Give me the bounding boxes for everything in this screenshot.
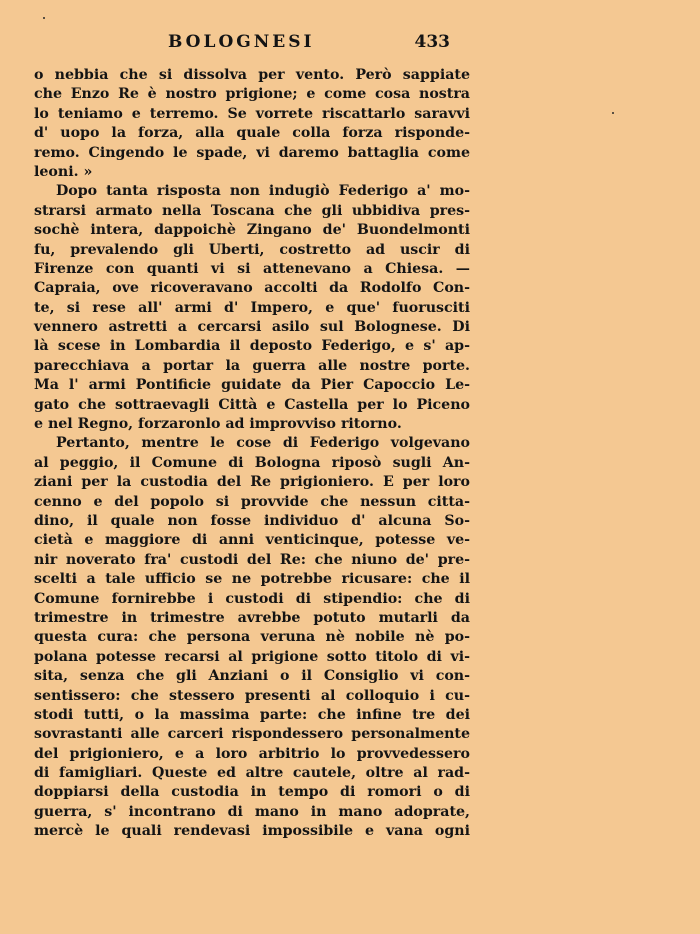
text-line: parecchiava a portar la guerra alle nostre porte.	[34, 357, 470, 374]
page-header	[34, 32, 470, 54]
text-line: ziani per la custodia del Re prigioniero. E per loro	[34, 474, 470, 491]
paper-speck	[43, 17, 45, 19]
text-line: Pertanto, mentre le cose di Federigo volgevano	[56, 435, 470, 452]
text-line: del prigioniero, e a loro arbitrio lo provvedessero	[34, 745, 470, 762]
text-line: vennero astretti a cercarsi asilo sul Bolognese. Di	[34, 319, 470, 336]
text-line: gato che sottraevagli Città e Castella per lo Piceno	[34, 396, 470, 413]
text-line: Ma l' armi Pontificie guidate da Pier Capoccio Le-	[34, 377, 470, 394]
text-line: polana potesse recarsi al prigione sotto titolo di vi-	[34, 648, 470, 665]
text-line: o nebbia che si dissolva per vento. Però sappiate	[34, 67, 470, 83]
text-line: sovrastanti alle carceri rispondessero personalmente	[34, 726, 470, 743]
text-line: dino, il quale non fosse individuo d' alcuna So-	[34, 512, 470, 529]
text-line: lo teniamo e terremo. Se vorrete riscattarlo saravvi	[34, 105, 470, 122]
text-line: guerra, s' incontrano di mano in mano adoprate,	[34, 803, 470, 820]
text-line: d' uopo la forza, alla quale colla forza risponde-	[34, 125, 470, 142]
text-line: sentissero: che stessero presenti al colloquio i cu-	[34, 687, 470, 704]
text-line: sita, senza che gli Anziani o il Consiglio vi con-	[34, 668, 470, 685]
text-line: scelti a tale ufficio se ne potrebbe ricusare: che il	[34, 571, 470, 588]
text-line: questa cura: che persona veruna nè nobile nè po-	[34, 629, 470, 646]
text-line: di famigliari. Queste ed altre cautele, oltre al rad-	[34, 765, 470, 782]
text-line: fu, prevalendo gli Uberti, costretto ad uscir di	[34, 241, 470, 258]
text-line: cenno e del popolo si provvide che nessun citta-	[34, 493, 470, 510]
text-line: che Enzo Re è nostro prigione; e come cosa nostra	[34, 86, 470, 103]
page-number: 433	[414, 32, 450, 52]
text-line: strarsi armato nella Toscana che gli ubbidiva pres-	[34, 202, 470, 219]
text-line: Capraia, ove ricoveravano accolti da Rodolfo Con-	[34, 280, 470, 297]
text-line: sochè intera, dappoichè Zingano de' Buondelmonti	[34, 222, 470, 239]
text-line: al peggio, il Comune di Bologna riposò sugli An-	[34, 454, 470, 471]
text-line: stodi tutti, o la massima parte: che infine tre dei	[34, 706, 470, 723]
text-line: cietà e maggiore di anni venticinque, potesse ve-	[34, 532, 470, 549]
running-head: BOLOGNESI	[168, 32, 315, 52]
text-line: Firenze con quanti vi si attenevano a Chiesa. —	[34, 260, 470, 277]
text-line: doppiarsi della custodia in tempo di romori o di	[34, 784, 470, 801]
text-line: Dopo tanta risposta non indugiò Federigo a' mo-	[56, 183, 470, 200]
text-line: e nel Regno, forzaronlo ad improvviso ritorno.	[34, 416, 402, 433]
text-line: te, si rese all' armi d' Impero, e que' fuorusciti	[34, 299, 470, 316]
text-line: trimestre in trimestre avrebbe potuto mutarli da	[34, 609, 470, 626]
text-line: remo. Cingendo le spade, vi daremo battaglia come	[34, 144, 470, 161]
paper-speck	[612, 112, 614, 114]
text-line: Comune fornirebbe i custodi di stipendio: che di	[34, 590, 470, 607]
body-text	[34, 66, 470, 842]
text-line: mercè le quali rendevasi impossibile e vana ogni	[34, 823, 470, 840]
text-line: leoni. »	[34, 163, 93, 180]
text-line: là scese in Lombardia il deposto Federigo, e s' ap-	[34, 338, 470, 355]
text-line: nir noverato fra' custodi del Re: che niuno de' pre-	[34, 551, 470, 568]
